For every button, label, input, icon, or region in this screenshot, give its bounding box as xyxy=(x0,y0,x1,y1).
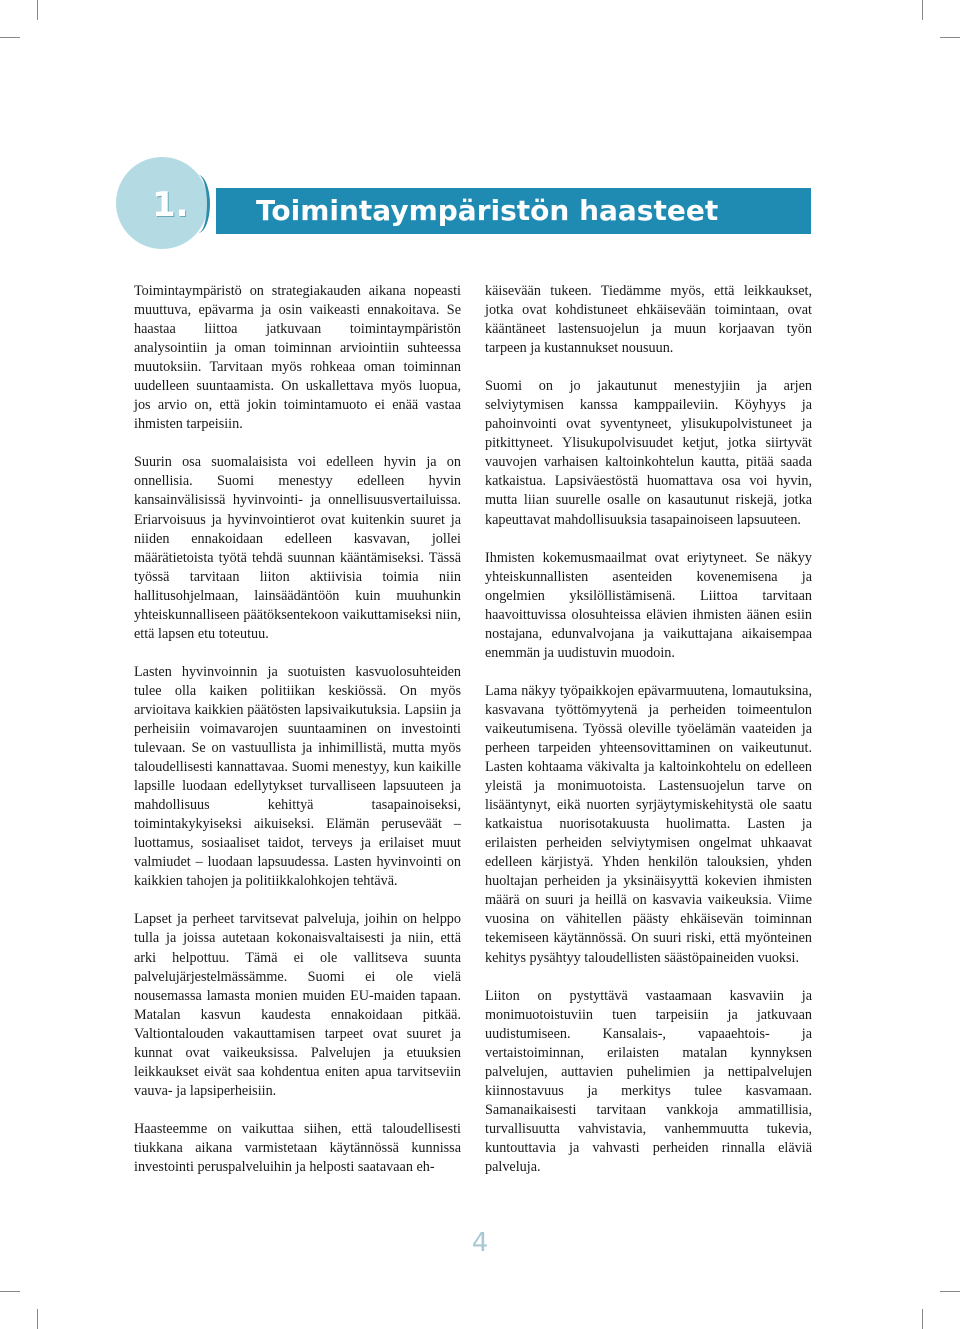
right-column xyxy=(485,282,812,1196)
paragraph: Lasten hyvinvoinnin ja suotuisten kasvuolosuhteiden tulee olla kaiken politiikan keskiössä. On myös arvioitava kaikkien päätösten lapsivaikutuksia. Lapsiin ja perheisiin voimavarojen suuntaaminen on investointi tulevaan. Se on vastuullista ja inhimillistä, mutta myös taloudellisesti kannattavaa. Suomi menestyy, kun kaikille lapsille luodaan edellytykset turvalliseen lapsuuteen ja mahdollisuus kehittyä tasapainoiseksi, toimintakykyiseksi aikuiseksi. Elämän peruseväät – luottamus, sosiaaliset taidot, terveys ja erilaiset muut valmiudet – luodaan lapsuudessa. Lasten hyvinvointi on kaikkien tahojen ja politiikkalohkojen tehtävä. xyxy=(134,663,461,890)
chapter-bracket xyxy=(186,175,210,233)
paragraph: Ihmisten kokemusmaailmat ovat eriytyneet. Se näkyy yhteiskunnallisten asenteiden kovenemisena ja ongelmien yksilöllistämisenä. Liittoa tarvitaan haavoittuvissa olosuhteissa elävien ihmisten äänen esiin nostajana, edunvalvojana ja vaikuttajana aikaisempaa enemmän ja uudistuvin muodoin. xyxy=(485,549,812,661)
crop-mark xyxy=(37,1309,38,1329)
crop-mark xyxy=(922,1309,923,1329)
chapter-title-bar xyxy=(216,188,811,234)
paragraph: käisevään tukeen. Tiedämme myös, että leikkaukset, jotka ovat kohdistuneet ehkäisevään toimintaan, ovat kääntäneet lastensuojelun ja muun korjaavan työn tarpeen ja kustannukset nousuun. xyxy=(485,283,812,357)
crop-mark xyxy=(940,1291,960,1292)
paragraph: Haasteemme on vaikuttaa siihen, että taloudellisesti tiukkana aikana varmistetaan käytännössä kunnissa investointi peruspalveluihin ja helposti saatavaan eh- xyxy=(134,1120,461,1175)
crop-mark xyxy=(940,37,960,38)
paragraph: Lama näkyy työpaikkojen epävarmuutena, lomautuksina, kasvavana työttömyytenä ja perheiden toimeentulon vaikeutumisena. Työssä oleville työelämän vaateiden ja perheen tarpeiden yhteensovittaminen on vaikeutunut. Lasten kohtaama väkivalta ja kaltoinkohtelu on edelleen yleistä ja monimuotoista. Lastensuojelun tarve on lisääntynyt, eikä nuorten syrjäytymiskehitystä ole saatu katkaistua nuorisotakuusta huolimatta. Lasten ja erilaisten perheiden selviytymisen ongelmat uhkaavat edelleen kärjistyä. Yhden henkilön talouksien, yhden huoltajan perheiden ja yksinäisyyttä kokevien ihmisten määrä on suuri ja heillä on kasvavia vaikeuksia. Viime vuosina on vähitellen päästy ehkäisevän toiminnan tekemiseen käytännössä. On suuri riski, että myönteinen kehitys pysähtyy taloudellisten säästöpaineiden vuoksi. xyxy=(485,682,812,966)
crop-mark xyxy=(37,0,38,20)
paragraph: Toimintaympäristö on strategiakauden aikana nopeasti muuttuva, epävarma ja osin vaikeasti ennakoitava. Se haastaa liittoa jatkuvaan toimintaympäristön analysointiin ja oman toiminnan arviointiin suhteessa muutoksiin. Tarvitaan myös rohkeaa oman toiminnan uudelleen suuntaamista. On uskallettava myös luopua, jos arvio on, että jokin toimintamuoto ei enää vastaa ihmisten tarpeisiin. xyxy=(134,283,461,433)
paragraph: Liiton on pystyttävä vastaamaan kasvaviin ja monimuotoistuviin tuen tarpeisiin ja jatkuvaan uudistumiseen. Kansalais-, vapaaehtois- ja vertaistoiminnan, erilaisten matalan kynnyksen palvelujen, auttavien puhelimien ja nettipalvelujen kiinnostavuus ja merkitys tulee kasvamaan. Samanaikaisesti tarvitaan vankkoja ammatillisia, turvallisuutta vahvistavia, vanhemmuutta tukevia, kuntouttavia ja vahvasti perheiden rinnalla eläviä palveluja. xyxy=(485,987,812,1175)
paragraph: Suomi on jo jakautunut menestyjiin ja arjen selviytymisen kanssa kamppaileviin. Köyhyys ja pahoinvointi ovat syventyneet, ylisukupolvistuneet ja pitkittyneet. Ylisukupolvisuudet ketjut, jotka siirtyvät vauvojen varhaisen kaltoinkohtelun kautta, pitää saada katkaistua. Lapsiväestöstä huomattava osa voi hyvin, mutta liian suurelle osalle on kasautunut riskejä, jotka kapeuttavat mahdollisuuksia tasapainoiseen lapsuuteen. xyxy=(485,378,812,528)
crop-mark xyxy=(0,37,20,38)
crop-mark xyxy=(922,0,923,20)
chapter-number: 1. xyxy=(152,185,189,225)
paragraph: Suurin osa suomalaisista voi edelleen hyvin ja on onnellisia. Suomi menestyy edelleen hyvin kansainvälisissä hyvinvointi- ja onnellisuusvertailuissa. Eriarvoisuus ja hyvinvointierot ovat kuitenkin suuret ja niiden ennakoidaan edelleen kasvavan, jollei määrätietoista työtä tehdä suunnan kääntämiseksi. Tässä työssä tarvitaan liiton aktiivisia toimia niin hallitusohjelmaan, lainsäädäntöön kuin muuhunkin yhteiskunnalliseen päätöksentekoon vaikuttamiseksi niin, että lapsen etu toteutuu. xyxy=(134,454,461,642)
chapter-title: Toimintaympäristön haasteet xyxy=(256,194,719,227)
paragraph: Lapset ja perheet tarvitsevat palveluja, joihin on helppo tulla ja joissa autetaan kokonaisvaltaisesti ja niin, että arki helpottuu. Tämä ei ole vallitseva suunta palvelujärjestelmässämme. Suomi ei ole vielä nousemassa lamasta monien muiden EU-maiden tapaan. Matalan kasvun kaudesta ennakoidaan pitkää. Valtiontalouden vakauttamisen tarpeet ovat suuret ja kunnat ovat vaikeuksissa. Palvelujen ja etuuksien leikkaukset eivät saa kohdentua eniten apua tarvitseviin vauva- ja lapsiperheisiin. xyxy=(134,911,461,1099)
page-number: 4 xyxy=(471,1228,489,1258)
left-column xyxy=(134,282,461,1196)
crop-mark xyxy=(0,1291,20,1292)
